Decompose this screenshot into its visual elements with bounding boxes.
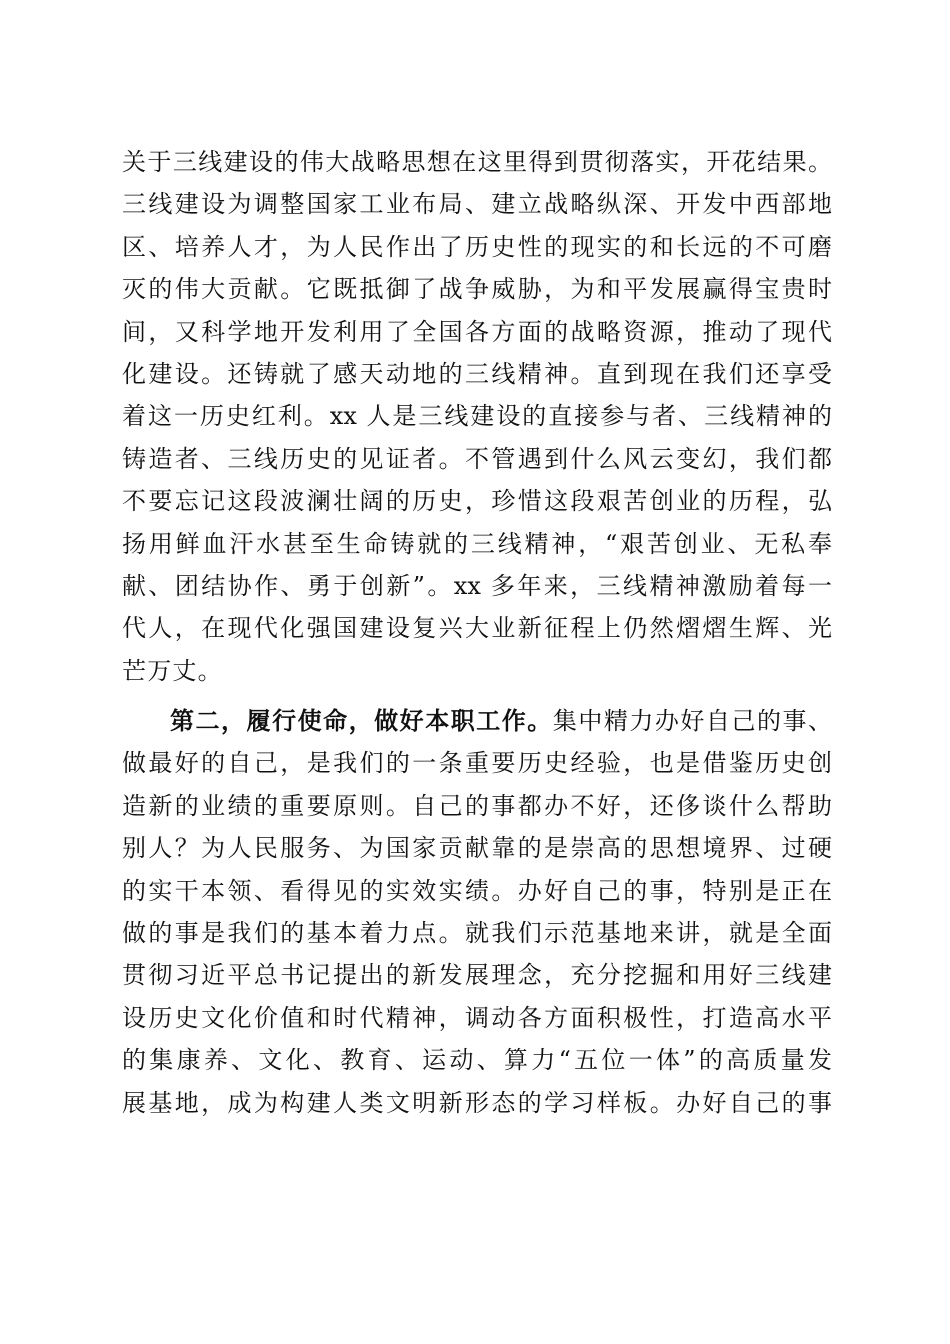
text-line: 灭的伟大贡献。它既抵御了战争威胁，为和平发展赢得宝贵时 xyxy=(122,275,832,304)
text-line: 着这一历史红利。xx 人是三线建设的直接参与者、三线精神的 xyxy=(122,402,832,431)
document-body xyxy=(122,141,832,1124)
text-line: 区、培养人才，为人民作出了历史性的现实的和长远的不可磨 xyxy=(122,232,832,261)
text-line: 别人？为人民服务、为国家贡献靠的是崇高的思想境界、过硬 xyxy=(122,834,832,863)
text-line: 做最好的自己，是我们的一条重要历史经验，也是借鉴历史创 xyxy=(122,749,832,778)
first-line-text: 集中精力办好自己的事、 xyxy=(552,707,833,736)
text-line: 的集康养、文化、教育、运动、算力“五位一体”的高质量发 xyxy=(122,1046,832,1075)
text-line: 展基地，成为构建人类文明新形态的学习样板。办好自己的事 xyxy=(122,1088,832,1117)
text-line: 三线建设为调整国家工业布局、建立战略纵深、开发中西部地 xyxy=(122,190,832,219)
text-line-last: 芒万丈。 xyxy=(122,656,223,685)
text-line: 间，又科学地开发利用了全国各方面的战略资源，推动了现代 xyxy=(122,317,832,346)
text-line: 的实干本领、看得见的实效实绩。办好自己的事，特别是正在 xyxy=(122,876,832,905)
paragraph-1 xyxy=(122,141,832,692)
text-line: 不要忘记这段波澜壮阔的历史，珍惜这段艰苦创业的历程，弘 xyxy=(122,487,832,516)
section-heading: 第二，履行使命，做好本职工作。 xyxy=(170,706,553,736)
text-line: 贯彻习近平总书记提出的新发展理念，充分挖掘和用好三线建 xyxy=(122,961,832,990)
text-line: 设历史文化价值和时代精神，调动各方面积极性，打造高水平 xyxy=(122,1003,832,1032)
paragraph-gap xyxy=(122,692,832,700)
text-line: 铸造者、三线历史的见证者。不管遇到什么风云变幻，我们都 xyxy=(122,444,832,473)
text-line: 化建设。还铸就了感天动地的三线精神。直到现在我们还享受 xyxy=(122,359,832,388)
paragraph-2-first-line xyxy=(122,700,832,742)
text-line: 扬用鲜血汗水甚至生命铸就的三线精神，“艰苦创业、无私奉 xyxy=(122,529,832,558)
text-line: 做的事是我们的基本着力点。就我们示范基地来讲，就是全面 xyxy=(122,919,832,948)
text-line: 造新的业绩的重要原则。自己的事都办不好，还侈谈什么帮助 xyxy=(122,791,832,820)
text-line: 献、团结协作、勇于创新”。xx 多年来，三线精神激励着每一 xyxy=(122,571,832,600)
paragraph-2 xyxy=(122,700,832,1124)
text-line: 关于三线建设的伟大战略思想在这里得到贯彻落实，开花结果。 xyxy=(122,148,832,176)
text-line: 代人，在现代化强国建设复兴大业新征程上仍然熠熠生辉、光 xyxy=(122,614,832,643)
